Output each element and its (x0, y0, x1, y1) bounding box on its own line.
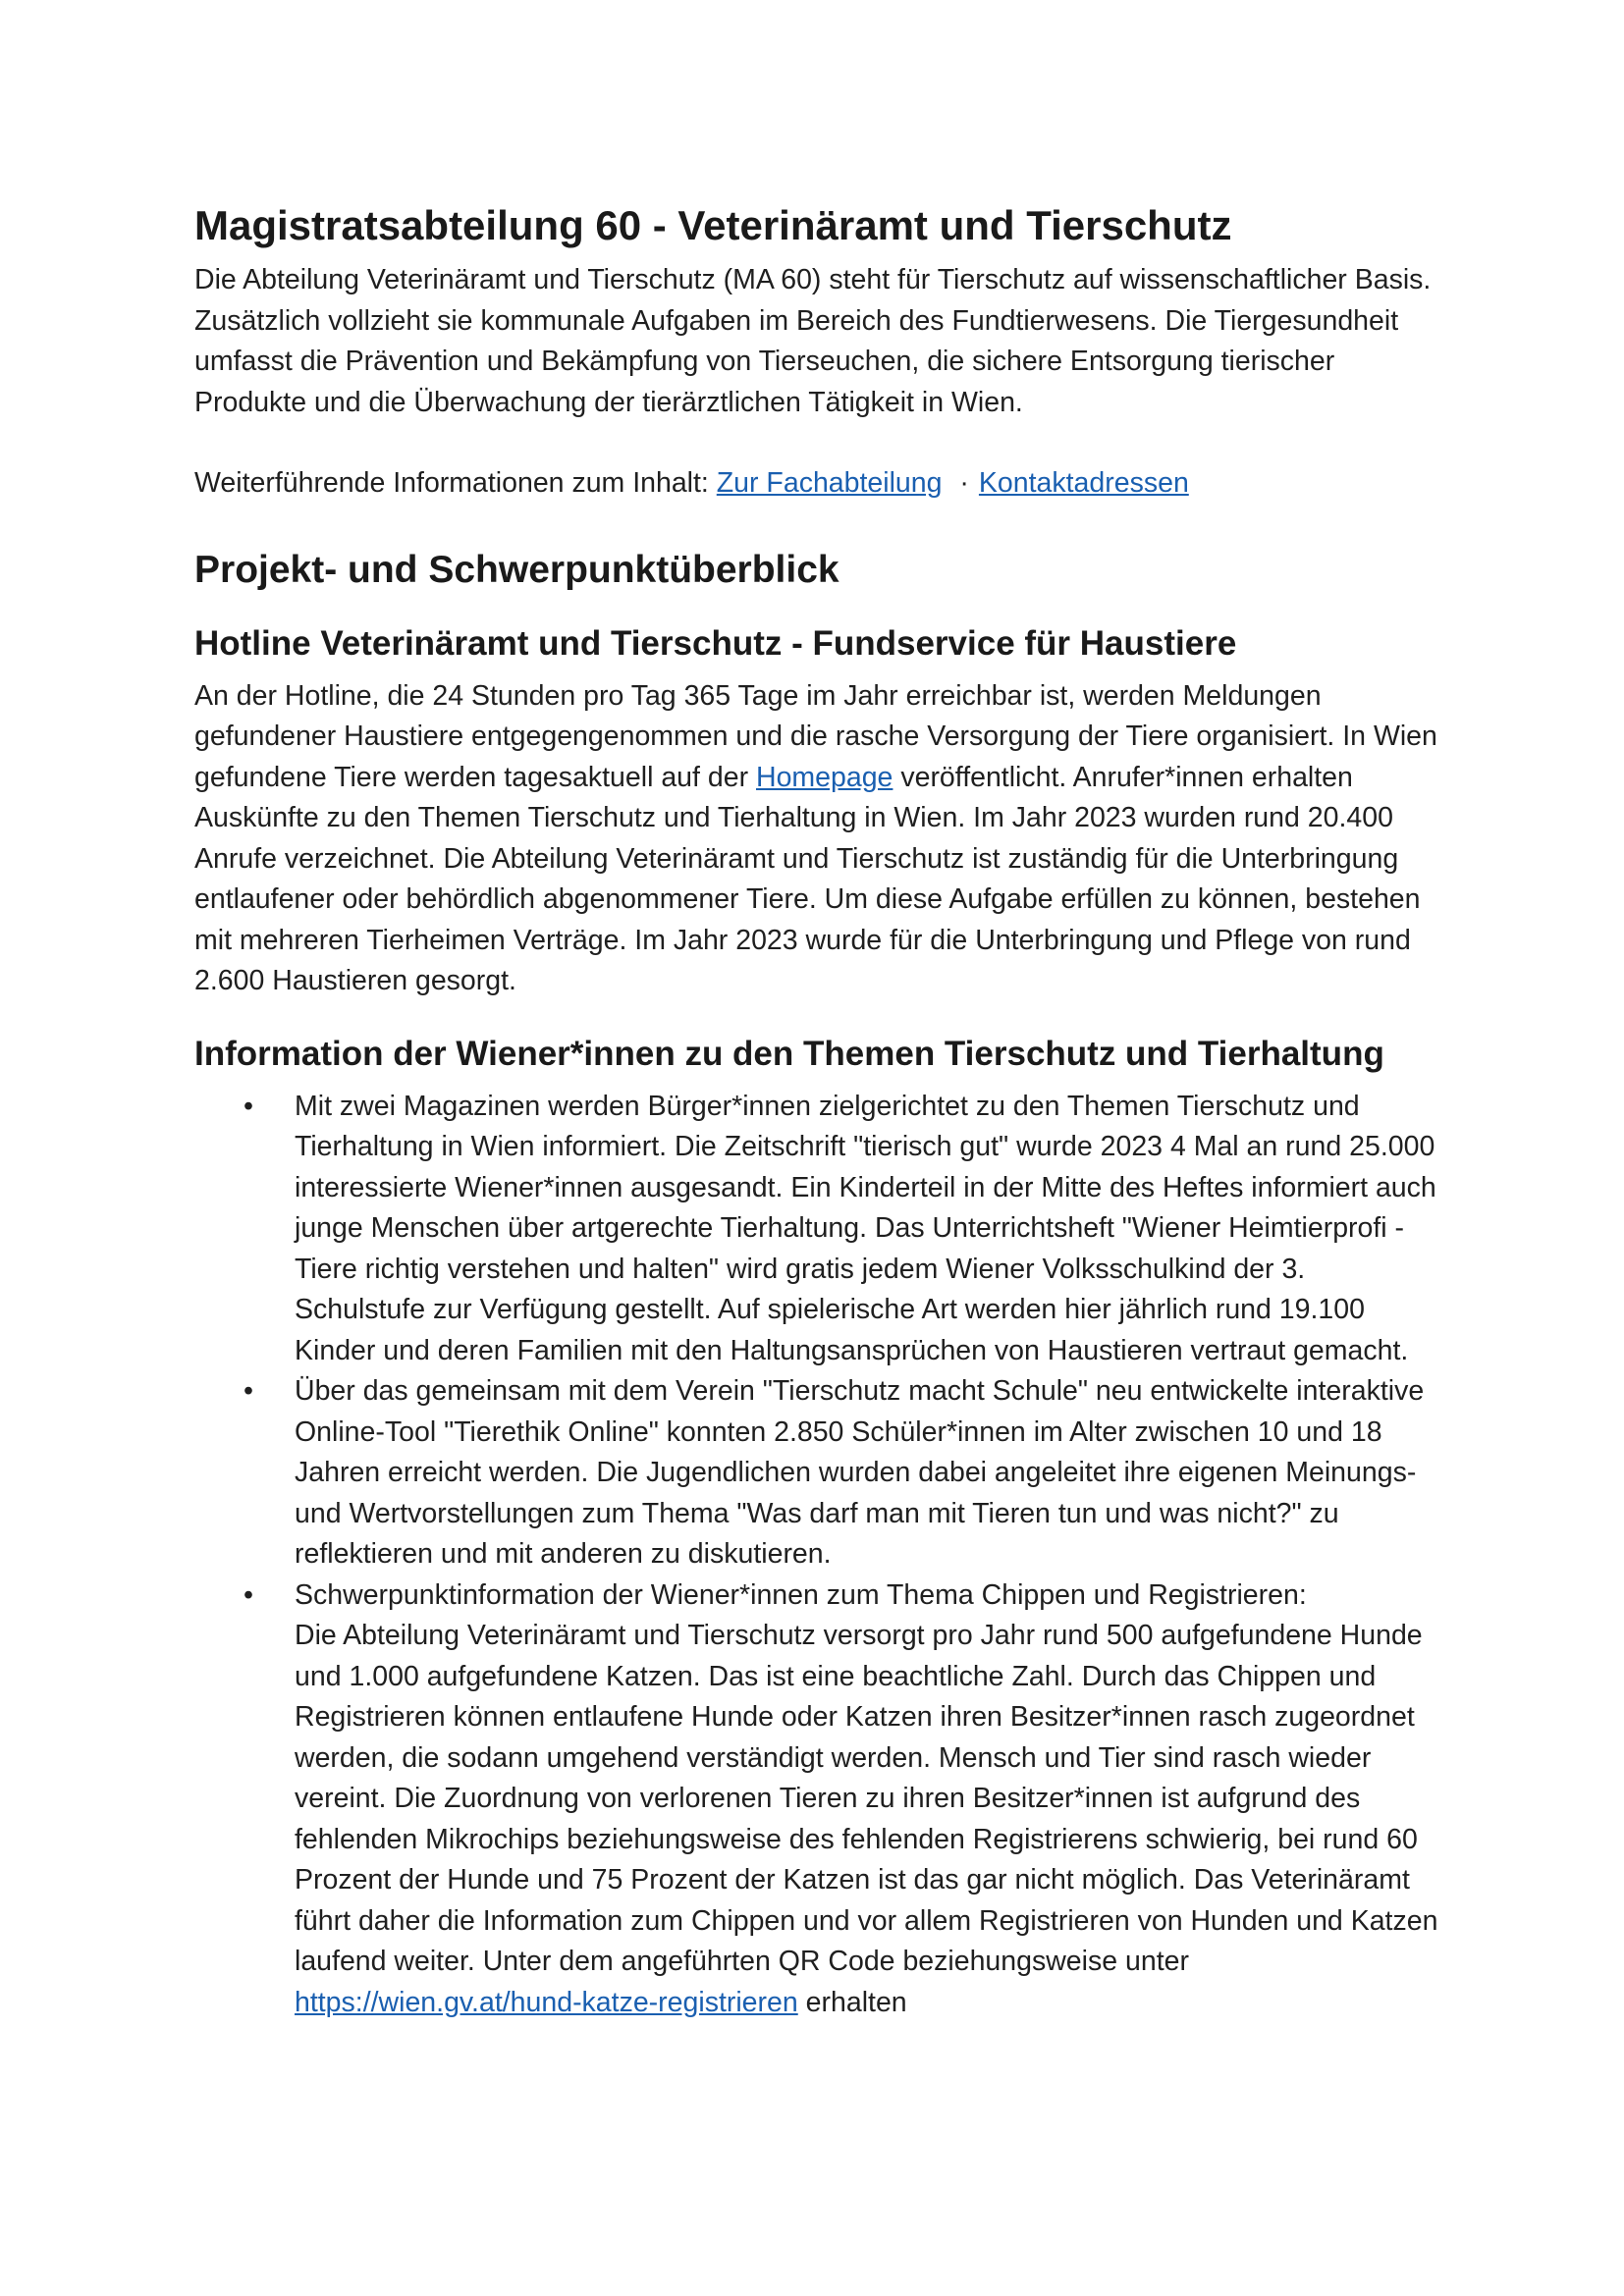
list-item (244, 1575, 1441, 2024)
registration-link[interactable]: https://wien.gv.at/hund-katze-registrieren (295, 1986, 798, 2018)
bullet-icon: • (244, 1375, 253, 1408)
information-list (194, 1087, 1441, 2024)
bullet-icon: • (244, 1090, 253, 1122)
bullet-icon: • (244, 1578, 253, 1611)
hotline-text-after: veröffentlicht. Anrufer*innen erhalten Auskünfte zu den Themen Tierschutz und Tierhaltung in Wien. Im Jahr 2023 wurden rund 20.400 Anrufe verzeichnet. Die Abteilung Veterinäramt und Tierschutz ist zuständig für die Unterbringung entlaufener oder behördlich abgenommener Tiere. Um diese Aufgabe erfüllen zu können, bestehen mit mehreren Tierheimen Verträge. Im Jahr 2023 wurde für die Unterbringung und Pflege von rund 2.600 Haustieren gesorgt. (194, 761, 1421, 997)
page-title: Magistratsabteilung 60 - Veterinäramt und Tierschutz (194, 202, 1232, 248)
section-title: Projekt- und Schwerpunktüberblick (194, 548, 839, 591)
document-page (194, 194, 1441, 2023)
list-item (244, 1371, 1441, 1575)
list-item-text: Mit zwei Magazinen werden Bürger*innen zielgerichtet zu den Themen Tierschutz und Tierhaltung in Wien informiert. Die Zeitschrift "tierisch gut" wurde 2023 4 Mal an rund 25.000 interessierte Wiener*innen ausgesandt. Ein Kinderteil in der Mitte des Heftes informiert auch junge Menschen über artgerechte Tierhaltung. Das Unterrichtsheft "Wiener Heimtierprofi - Tiere richtig verstehen und halten" wird gratis jedem Wiener Volksschulkind der 3. Schulstufe zur Verfügung gestellt. Auf spielerische Art werden hier jährlich rund 19.100 Kinder und deren Familien mit den Haltungsansprüchen von Haustieren vertraut gemacht. (295, 1090, 1436, 1366)
link-fachabteilung[interactable]: Zur Fachabteilung (716, 467, 943, 500)
hotline-paragraph (194, 676, 1441, 1002)
homepage-link[interactable]: Homepage (755, 761, 893, 793)
list-item-text-after: erhalten (805, 1986, 907, 2018)
more-info-line (194, 463, 1441, 505)
hotline-text-before: An der Hotline, die 24 Stunden pro Tag 365 Tage im Jahr erreichbar ist, werden Meldungen gefundener Haustiere entgegengenommen und die rasche Versorgung der Tiere organisiert. In Wien gefundene Tiere werden tagesaktuell auf der (194, 679, 1437, 793)
list-item-text: Über das gemeinsam mit dem Verein "Tierschutz macht Schule" neu entwickelte interaktive Online-Tool "Tierethik Online" konnten 2.850 Schüler*innen im Alter zwischen 10 und 18 Jahren erreicht werden. Die Jugendlichen wurden dabei angeleitet ihre eigenen Meinungs- und Wertvorstellungen zum Thema "Was darf man mit Tieren tun und was nicht?" zu reflektieren und mit anderen zu diskutieren. (295, 1375, 1425, 1571)
hotline-title: Hotline Veterinäramt und Tierschutz - Fundservice für Haustiere (194, 623, 1237, 663)
separator-dot: · (959, 467, 969, 500)
list-item-heading: Schwerpunktinformation der Wiener*innen zum Thema Chippen und Registrieren: (295, 1578, 1307, 1611)
list-item-text: Die Abteilung Veterinäramt und Tierschutz versorgt pro Jahr rund 500 aufgefundene Hunde und 1.000 aufgefundene Katzen. Das ist eine beachtliche Zahl. Durch das Chippen und Registrieren können entlaufene Hunde oder Katzen ihren Besitzer*innen rasch zugeordnet werden, die sodann umgehend verständigt werden. Mensch und Tier sind rasch wieder vereint. Die Zuordnung von verlorenen Tieren zu ihren Besitzer*innen ist aufgrund des fehlenden Mikrochips beziehungsweise des fehlenden Registrierens schwierig, bei rund 60 Prozent der Hunde und 75 Prozent der Katzen ist das gar nicht möglich. Das Veterinäramt führt daher die Information zum Chippen und vor allem Registrieren von Hunden und Katzen laufend weiter. Unter dem angeführten QR Code beziehungsweise unter (295, 1620, 1438, 1978)
information-title: Information der Wiener*innen zu den Themen Tierschutz und Tierhaltung (194, 1034, 1384, 1073)
list-item (244, 1087, 1441, 1372)
link-kontaktadressen[interactable]: Kontaktadressen (978, 467, 1189, 500)
intro-paragraph: Die Abteilung Veterinäramt und Tierschutz (MA 60) steht für Tierschutz auf wissenschaftlicher Basis. Zusätzlich vollzieht sie kommunale Aufgaben im Bereich des Fundtierwesens. Die Tiergesundheit umfasst die Prävention und Bekämpfung von Tierseuchen, die sichere Entsorgung tierischer Produkte und die Überwachung der tierärztlichen Tätigkeit in Wien. (194, 264, 1432, 418)
spacer (194, 423, 1441, 463)
more-info-label: Weiterführende Informationen zum Inhalt: (194, 467, 709, 500)
